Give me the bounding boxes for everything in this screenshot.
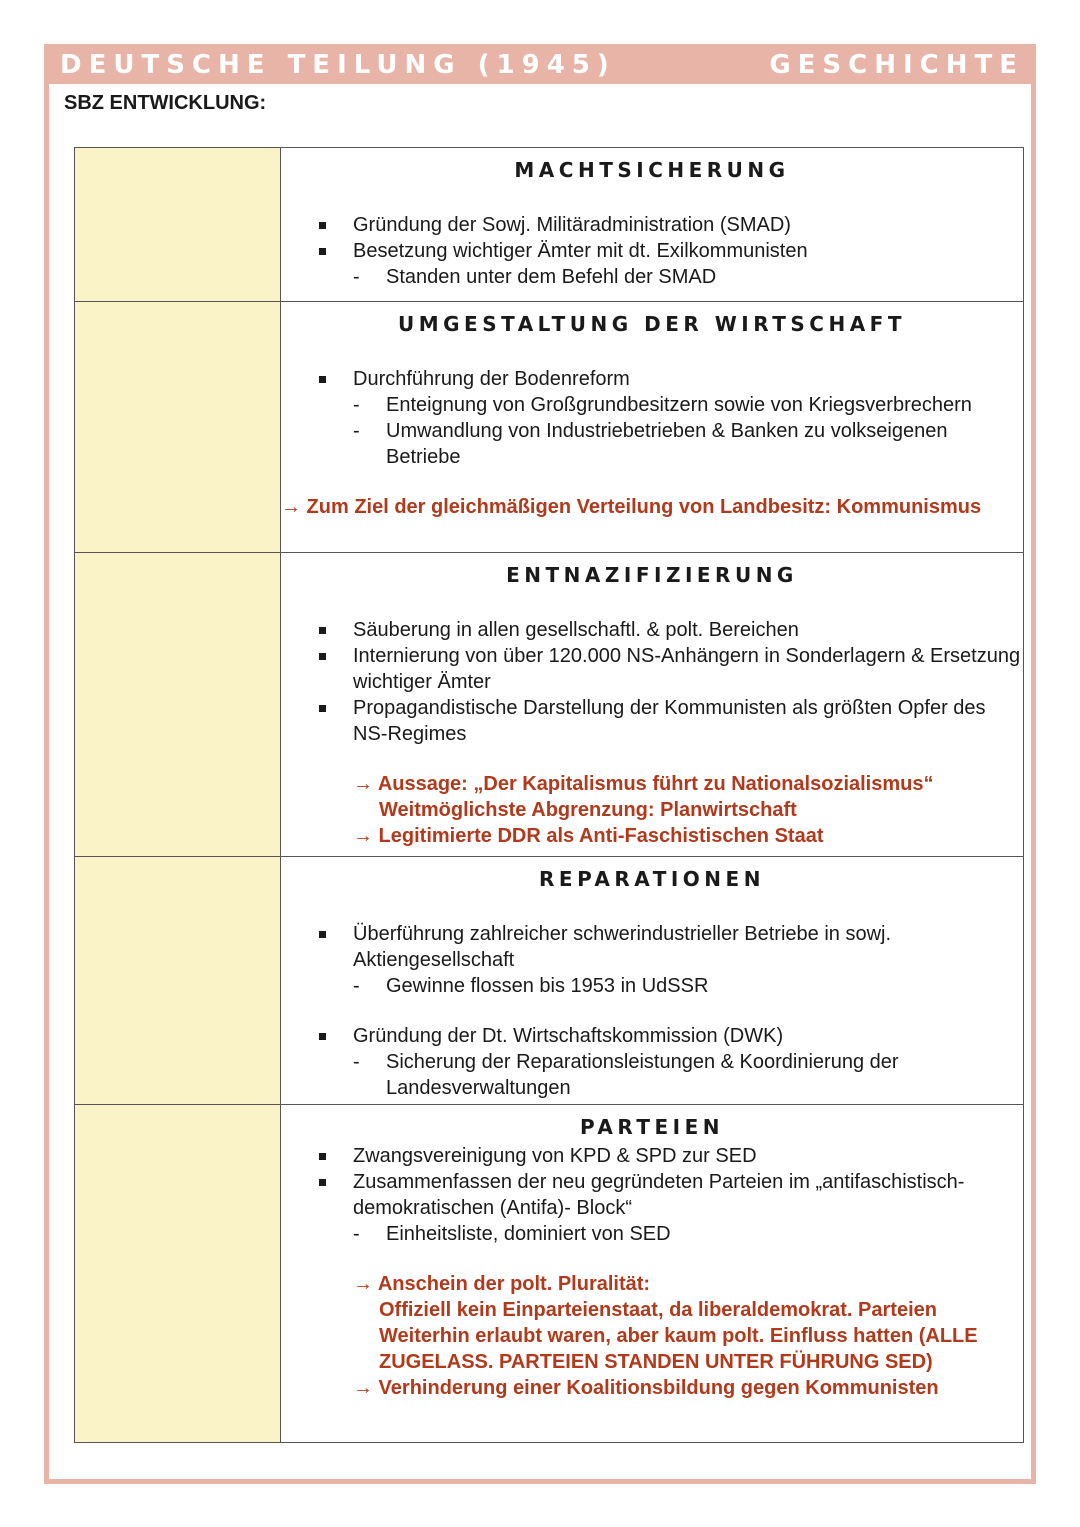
conclusion-note: → Zum Ziel der gleichmäßigen Verteilung von Landbesitz: Kommunismus xyxy=(281,496,982,518)
section-side-cell xyxy=(75,148,281,302)
dash-list xyxy=(353,392,1023,470)
list-item: Besetzung wichtiger Ämter mit dt. Exilkommunisten - Standen unter dem Befehl der SMAD xyxy=(309,238,1023,290)
header-subject: GESCHICHTE xyxy=(769,50,1024,80)
sections-table xyxy=(74,147,1024,1443)
section-content xyxy=(281,148,1024,302)
bullet-list xyxy=(281,617,1023,747)
bullet-list xyxy=(281,921,1023,1101)
section-title: MACHTSICHERUNG xyxy=(514,158,790,182)
section-row xyxy=(75,553,1024,857)
section-content xyxy=(281,553,1024,857)
dash-list xyxy=(353,973,1023,999)
section-row xyxy=(75,302,1024,553)
conclusion-notes xyxy=(281,1271,1023,1401)
conclusion-note: → Verhinderung einer Koalitionsbildung gegen Kommunisten xyxy=(353,1377,939,1399)
section-side-cell xyxy=(75,857,281,1105)
list-item: Propagandistische Darstellung der Kommunisten als größten Opfer des NS-Regimes xyxy=(309,695,1023,747)
list-item: Gründung der Dt. Wirtschaftskommission (DWK) - Sicherung der Reparationsleistungen & Koordinierung der Landesverwaltungen xyxy=(309,1023,1023,1101)
section-row xyxy=(75,1105,1024,1443)
section-title: UMGESTALTUNG DER WIRTSCHAFT xyxy=(397,312,906,336)
list-item: - Einheitsliste, dominiert von SED xyxy=(353,1221,1023,1247)
dash-list xyxy=(353,1221,1023,1247)
section-row xyxy=(75,148,1024,302)
section-side-cell xyxy=(75,302,281,553)
bullet-list xyxy=(281,212,1023,290)
section-side-cell xyxy=(75,553,281,857)
conclusion-note: → Legitimierte DDR als Anti-Faschistischen Staat xyxy=(353,825,824,847)
section-content xyxy=(281,857,1024,1105)
header-bar xyxy=(44,44,1036,84)
list-item: Gründung der Sowj. Militäradministration (SMAD) xyxy=(309,212,1023,238)
list-item: Zwangsvereinigung von KPD & SPD zur SED xyxy=(309,1143,1023,1169)
dash-list xyxy=(353,264,1023,290)
list-item: - Umwandlung von Industriebetrieben & Banken zu volkseigenen Betriebe xyxy=(353,418,1023,470)
list-item: - Sicherung der Reparationsleistungen & Koordinierung der Landesverwaltungen xyxy=(353,1049,1023,1101)
section-content xyxy=(281,1105,1024,1443)
list-item: Säuberung in allen gesellschaftl. & polt. Bereichen xyxy=(309,617,1023,643)
bullet-list xyxy=(281,1143,1023,1247)
list-item: - Enteignung von Großgrundbesitzern sowie von Kriegsverbrechern xyxy=(353,392,1023,418)
section-content xyxy=(281,302,1024,553)
header-title: DEUTSCHE TEILUNG (1945) xyxy=(60,50,616,80)
page-subtitle: SBZ ENTWICKLUNG: xyxy=(64,92,267,114)
conclusion-note: → Anschein der polt. Pluralität: xyxy=(353,1273,651,1295)
section-side-cell xyxy=(75,1105,281,1443)
section-title: PARTEIEN xyxy=(580,1115,724,1139)
section-title: ENTNAZIFIZIERUNG xyxy=(506,563,798,587)
list-item: Durchführung der Bodenreform - Enteignung von Großgrundbesitzern sowie von Kriegsverbrechern - Umwandlung von Industriebetrieben & Banken zu volkseigenen Betriebe xyxy=(309,366,1023,470)
list-item: Internierung von über 120.000 NS-Anhängern in Sonderlagern & Ersetzung wichtiger Ämter xyxy=(309,643,1023,695)
list-item: - Gewinne flossen bis 1953 in UdSSR xyxy=(353,973,1023,999)
list-item: Zusammenfassen der neu gegründeten Parteien im „antifaschistisch-demokratischen (Antifa)- Block“ - Einheitsliste, dominiert von SED xyxy=(309,1169,1023,1247)
section-row xyxy=(75,857,1024,1105)
conclusion-note: → Aussage: „Der Kapitalismus führt zu Nationalsozialismus“ xyxy=(353,773,934,795)
bullet-list xyxy=(281,366,1023,470)
conclusion-note: Weitmöglichste Abgrenzung: Planwirtschaft xyxy=(379,799,797,821)
conclusion-note: Offiziell kein Einparteienstaat, da liberaldemokrat. Parteien Weiterhin erlaubt waren, aber kaum polt. Einfluss hatten (ALLE ZUGELASS. PARTEIEN STANDEN UNTER FÜHRUNG SED) xyxy=(379,1299,978,1373)
list-item: Überführung zahlreicher schwerindustrieller Betriebe in sowj. Aktiengesellschaft - Gewinne flossen bis 1953 in UdSSR xyxy=(309,921,1023,999)
section-title: REPARATIONEN xyxy=(539,867,765,891)
dash-list xyxy=(353,1049,1023,1101)
list-item: - Standen unter dem Befehl der SMAD xyxy=(353,264,1023,290)
conclusion-notes xyxy=(281,771,1023,849)
